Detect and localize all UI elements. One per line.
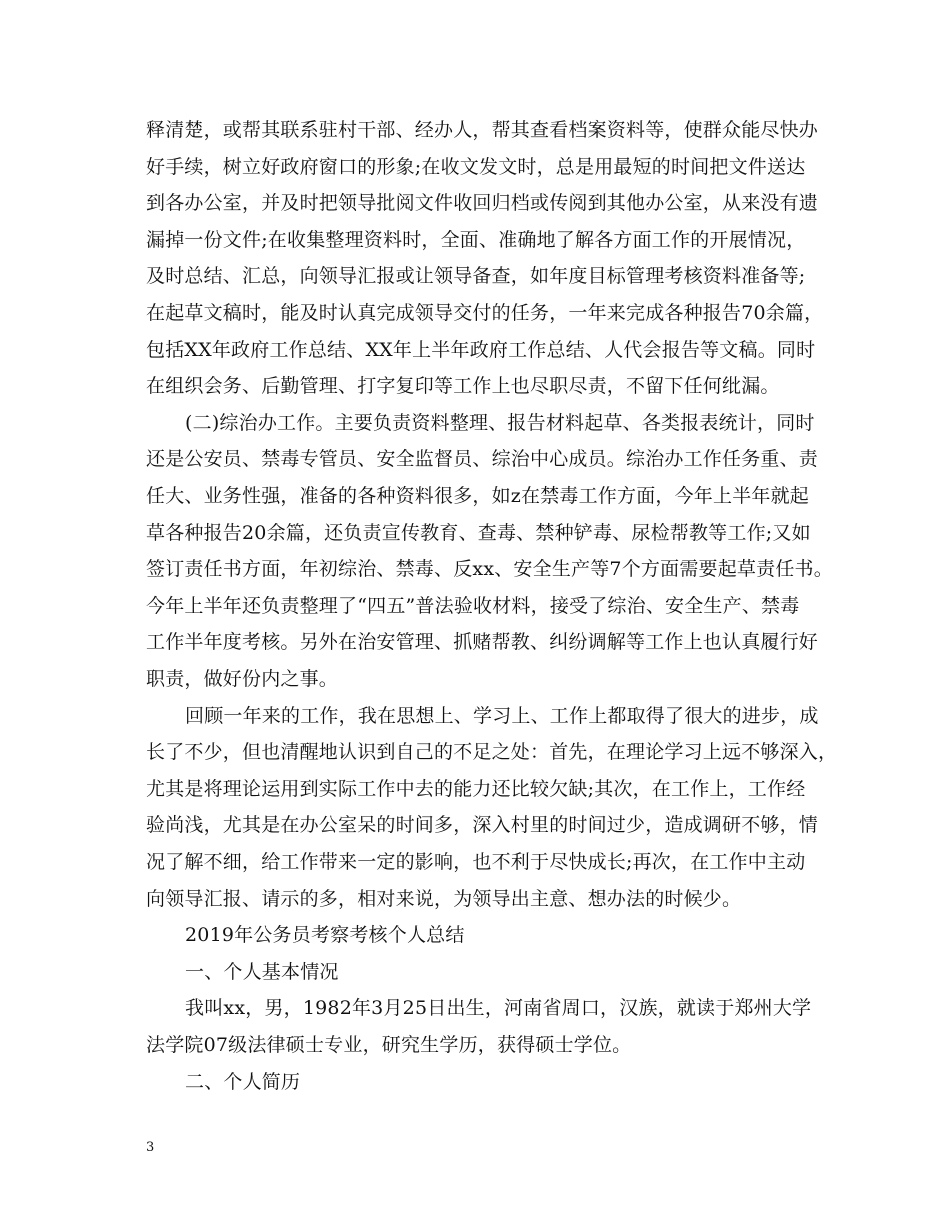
text-line: 回顾一年来的工作，我在思想上、学习上、工作上都取得了很大的进步，成 [185, 705, 819, 727]
text-line: 尤其是将理论运用到实际工作中去的能力还比较欠缺;其次，在工作上，工作经 [146, 778, 806, 800]
paragraph-heading-line: (二)综治办工作。主要负责资料整理、报告材料起草、各类报表统计，同时 [185, 412, 815, 434]
text-line: 到各办公室，并及时把领导批阅文件收回归档或传阅到其他办公室，从来没有遗 [146, 192, 819, 214]
text-line: 向领导汇报、请示的多，相对来说，为领导出主意、想办法的时候少。 [146, 888, 742, 910]
text-line: 签订责任书方面，年初综治、禁毒、反xx、安全生产等7个方面需要起草责任书。 [146, 558, 833, 580]
text-line: 法学院07级法律硕士专业，研究生学历，获得硕士学位。 [146, 1034, 632, 1056]
text-line: 释清楚，或帮其联系驻村干部、经办人，帮其查看档案资料等，使群众能尽快办 [146, 119, 819, 141]
text-line: 职责，做好份内之事。 [146, 668, 339, 690]
section-heading: 一、个人基本情况 [185, 961, 339, 983]
text-line: 包括XX年政府工作总结、XX年上半年政府工作总结、人代会报告等文稿。同时 [146, 339, 816, 361]
section-title: 2019年公务员考察考核个人总结 [185, 924, 465, 946]
text-line: 任大、业务性强，准备的各种资料很多，如z在禁毒工作方面，今年上半年就起 [146, 485, 810, 507]
text-line: 验尚浅，尤其是在办公室呆的时间多，深入村里的时间过少，造成调研不够，情 [146, 814, 819, 836]
page-number: 3 [146, 1140, 155, 1155]
text-line: 长了不少，但也清醒地认识到自己的不足之处：首先，在理论学习上远不够深入， [146, 741, 838, 763]
text-line: 工作半年度考核。另外在治安管理、抓赌帮教、纠纷调解等工作上也认真履行好 [146, 631, 819, 653]
text-line: 草各种报告20余篇，还负责宣传教育、查毒、禁种铲毒、尿检帮教等工作;又如 [146, 522, 811, 544]
text-line: 及时总结、汇总，向领导汇报或让领导备查，如年度目标管理考核资料准备等; [146, 265, 806, 287]
text-line: 还是公安员、禁毒专管员、安全监督员、综治中心成员。综治办工作任务重、责 [146, 448, 819, 470]
text-line: 好手续，树立好政府窗口的形象;在收文发文时，总是用最短的时间把文件送达 [146, 156, 806, 178]
section-heading: 二、个人简历 [185, 1071, 301, 1093]
text-line: 况了解不细，给工作带来一定的影响，也不利于尽快成长;再次，在工作中主动 [146, 851, 806, 873]
text-line: 在起草文稿时，能及时认真完成领导交付的任务，一年来完成各种报告70余篇， [146, 302, 824, 324]
text-line: 漏掉一份文件;在收集整理资料时，全面、准确地了解各方面工作的开展情况， [146, 229, 806, 251]
text-line: 我叫xx，男，1982年3月25日出生，河南省周口，汉族，就读于郑州大学 [185, 997, 812, 1019]
text-line: 今年上半年还负责整理了“四五”普法验收材料，接受了综治、安全生产、禁毒 [146, 595, 800, 617]
text-line: 在组织会务、后勤管理、打字复印等工作上也尽职尽责，不留下任何纰漏。 [146, 375, 780, 397]
